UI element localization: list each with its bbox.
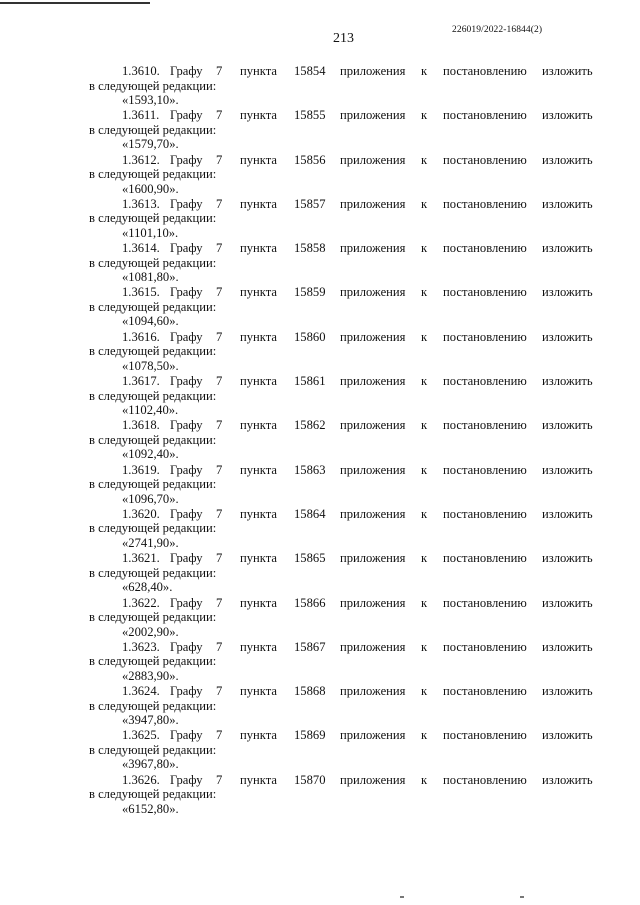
word-prilozheniya: приложения [340,728,406,743]
word-postanovleniyu: постановлению [443,772,527,787]
redaction-phrase: в следующей редакции: [89,122,217,137]
item-number: 1.3624. [122,684,160,699]
word-punkta: пункта [240,374,277,389]
column-number: 7 [216,152,223,167]
word-k: к [421,639,428,654]
word-postanovleniyu: постановлению [443,64,527,78]
new-value: «1078,50». [122,358,179,373]
punkt-number: 15867 [294,639,326,654]
new-value: «1096,70». [122,491,179,506]
item-number: 1.3612. [122,152,160,167]
list-item [0,684,640,728]
word-k: к [421,595,428,610]
word-grafu: Графу [170,241,203,256]
list-item [0,330,640,374]
new-value: «1081,80». [122,270,179,285]
word-punkta: пункта [240,462,277,477]
word-grafu: Графу [170,462,203,477]
word-izlozhit: изложить [542,639,593,654]
item-number: 1.3623. [122,639,160,654]
item-number: 1.3611. [122,108,160,123]
bottom-scan-marks [400,896,540,900]
list-item [0,551,640,595]
word-postanovleniyu: постановлению [443,285,527,300]
list-item [0,241,640,285]
list-item [0,640,640,684]
list-item [0,418,640,462]
column-number: 7 [216,329,223,344]
word-prilozheniya: приложения [340,639,406,654]
word-grafu: Графу [170,196,203,211]
word-prilozheniya: приложения [340,108,406,123]
word-punkta: пункта [240,772,277,787]
word-k: к [421,108,428,123]
word-prilozheniya: приложения [340,152,406,167]
new-value: «1102,40». [122,403,179,418]
redaction-phrase: в следующей редакции: [89,167,217,182]
word-izlozhit: изложить [542,241,593,256]
word-k: к [421,152,428,167]
redaction-phrase: в следующей редакции: [89,432,217,447]
word-prilozheniya: приложения [340,595,406,610]
word-grafu: Графу [170,418,203,433]
word-k: к [421,374,428,389]
punkt-number: 15869 [294,728,326,743]
punkt-number: 15859 [294,285,326,300]
word-izlozhit: изложить [542,595,593,610]
word-k: к [421,418,428,433]
scan-mark [520,896,524,898]
item-number: 1.3613. [122,196,160,211]
redaction-phrase: в следующей редакции: [89,299,217,314]
word-punkta: пункта [240,64,277,78]
redaction-phrase: в следующей редакции: [89,610,217,625]
new-value: «2741,90». [122,535,179,550]
redaction-phrase: в следующей редакции: [89,211,217,226]
word-grafu: Графу [170,551,203,566]
punkt-number: 15866 [294,595,326,610]
word-k: к [421,285,428,300]
word-k: к [421,241,428,256]
item-number: 1.3610. [122,64,160,78]
word-grafu: Графу [170,64,203,78]
list-item [0,197,640,241]
word-izlozhit: изложить [542,728,593,743]
column-number: 7 [216,595,223,610]
word-grafu: Графу [170,639,203,654]
redaction-phrase: в следующей редакции: [89,255,217,270]
punkt-number: 15862 [294,418,326,433]
word-prilozheniya: приложения [340,418,406,433]
new-value: «1593,10». [122,93,179,107]
word-postanovleniyu: постановлению [443,595,527,610]
word-grafu: Графу [170,595,203,610]
punkt-number: 15865 [294,551,326,566]
word-izlozhit: изложить [542,506,593,521]
redaction-phrase: в следующей редакции: [89,344,217,359]
list-item [0,108,640,152]
redaction-phrase: в следующей редакции: [89,698,217,713]
punkt-number: 15861 [294,374,326,389]
new-value: «2002,90». [122,624,179,639]
new-value: «3947,80». [122,713,179,728]
item-number: 1.3621. [122,551,160,566]
document-code: 226019/2022-16844(2) [452,25,543,35]
new-value: «6152,80». [122,801,179,816]
word-k: к [421,684,428,699]
new-value: «1092,40». [122,447,179,462]
word-k: к [421,462,428,477]
word-grafu: Графу [170,728,203,743]
word-izlozhit: изложить [542,551,593,566]
word-punkta: пункта [240,506,277,521]
word-prilozheniya: приложения [340,506,406,521]
column-number: 7 [216,772,223,787]
list-item [0,507,640,551]
word-izlozhit: изложить [542,196,593,211]
word-grafu: Графу [170,506,203,521]
word-punkta: пункта [240,728,277,743]
redaction-phrase: в следующей редакции: [89,477,217,492]
column-number: 7 [216,108,223,123]
item-number: 1.3617. [122,374,160,389]
word-izlozhit: изложить [542,374,593,389]
word-izlozhit: изложить [542,418,593,433]
punkt-number: 15864 [294,506,326,521]
word-prilozheniya: приложения [340,329,406,344]
list-item [0,728,640,772]
column-number: 7 [216,551,223,566]
column-number: 7 [216,285,223,300]
punkt-number: 15854 [294,64,326,78]
word-izlozhit: изложить [542,64,593,78]
word-grafu: Графу [170,108,203,123]
punkt-number: 15868 [294,684,326,699]
item-number: 1.3615. [122,285,160,300]
word-k: к [421,506,428,521]
word-postanovleniyu: постановлению [443,196,527,211]
column-number: 7 [216,196,223,211]
word-postanovleniyu: постановлению [443,551,527,566]
redaction-phrase: в следующей редакции: [89,388,217,403]
punkt-number: 15855 [294,108,326,123]
column-number: 7 [216,418,223,433]
redaction-phrase: в следующей редакции: [89,654,217,669]
word-punkta: пункта [240,285,277,300]
new-value: «3967,80». [122,757,179,772]
punkt-number: 15863 [294,462,326,477]
item-number: 1.3625. [122,728,160,743]
word-punkta: пункта [240,108,277,123]
word-postanovleniyu: постановлению [443,108,527,123]
word-izlozhit: изложить [542,684,593,699]
word-izlozhit: изложить [542,462,593,477]
word-k: к [421,196,428,211]
word-izlozhit: изложить [542,152,593,167]
word-postanovleniyu: постановлению [443,728,527,743]
word-k: к [421,728,428,743]
entries-list [0,64,640,817]
word-izlozhit: изложить [542,772,593,787]
word-grafu: Графу [170,329,203,344]
word-k: к [421,329,428,344]
column-number: 7 [216,374,223,389]
word-grafu: Графу [170,772,203,787]
column-number: 7 [216,639,223,654]
word-postanovleniyu: постановлению [443,418,527,433]
item-number: 1.3626. [122,772,160,787]
list-item [0,153,640,197]
word-prilozheniya: приложения [340,684,406,699]
word-postanovleniyu: постановлению [443,462,527,477]
item-number: 1.3619. [122,462,160,477]
column-number: 7 [216,506,223,521]
word-prilozheniya: приложения [340,64,406,78]
redaction-phrase: в следующей редакции: [89,787,217,802]
item-number: 1.3622. [122,595,160,610]
word-punkta: пункта [240,418,277,433]
list-item [0,596,640,640]
word-punkta: пункта [240,684,277,699]
page-number: 213 [333,31,354,46]
new-value: «2883,90». [122,668,179,683]
punkt-number: 15856 [294,152,326,167]
word-izlozhit: изложить [542,108,593,123]
top-rule [0,2,150,4]
word-prilozheniya: приложения [340,374,406,389]
word-prilozheniya: приложения [340,772,406,787]
item-number: 1.3618. [122,418,160,433]
word-punkta: пункта [240,595,277,610]
new-value: «1094,60». [122,314,179,329]
word-postanovleniyu: постановлению [443,374,527,389]
column-number: 7 [216,684,223,699]
word-izlozhit: изложить [542,285,593,300]
item-number: 1.3620. [122,506,160,521]
word-postanovleniyu: постановлению [443,506,527,521]
word-izlozhit: изложить [542,329,593,344]
punkt-number: 15870 [294,772,326,787]
word-punkta: пункта [240,329,277,344]
list-item [0,374,640,418]
word-k: к [421,772,428,787]
word-grafu: Графу [170,684,203,699]
redaction-phrase: в следующей редакции: [89,742,217,757]
punkt-number: 15858 [294,241,326,256]
redaction-phrase: в следующей редакции: [89,565,217,580]
word-postanovleniyu: постановлению [443,639,527,654]
column-number: 7 [216,728,223,743]
punkt-number: 15857 [294,196,326,211]
word-grafu: Графу [170,285,203,300]
scan-mark [400,896,404,898]
item-number: 1.3614. [122,241,160,256]
word-grafu: Графу [170,374,203,389]
word-postanovleniyu: постановлению [443,684,527,699]
word-punkta: пункта [240,196,277,211]
word-punkta: пункта [240,241,277,256]
punkt-number: 15860 [294,329,326,344]
word-k: к [421,551,428,566]
word-punkta: пункта [240,152,277,167]
new-value: «1600,90». [122,181,179,196]
word-prilozheniya: приложения [340,462,406,477]
new-value: «628,40». [122,580,173,595]
word-prilozheniya: приложения [340,285,406,300]
item-number: 1.3616. [122,329,160,344]
word-prilozheniya: приложения [340,241,406,256]
column-number: 7 [216,241,223,256]
word-punkta: пункта [240,551,277,566]
redaction-phrase: в следующей редакции: [89,521,217,536]
word-postanovleniyu: постановлению [443,152,527,167]
list-item [0,463,640,507]
word-postanovleniyu: постановлению [443,241,527,256]
list-item [0,773,640,817]
column-number: 7 [216,64,223,78]
new-value: «1579,70». [122,137,179,152]
word-grafu: Графу [170,152,203,167]
word-postanovleniyu: постановлению [443,329,527,344]
list-item [0,285,640,329]
redaction-phrase: в следующей редакции: [89,78,217,93]
word-punkta: пункта [240,639,277,654]
word-k: к [421,64,428,78]
new-value: «1101,10». [122,225,179,240]
column-number: 7 [216,462,223,477]
list-item [0,64,640,108]
word-prilozheniya: приложения [340,551,406,566]
word-prilozheniya: приложения [340,196,406,211]
